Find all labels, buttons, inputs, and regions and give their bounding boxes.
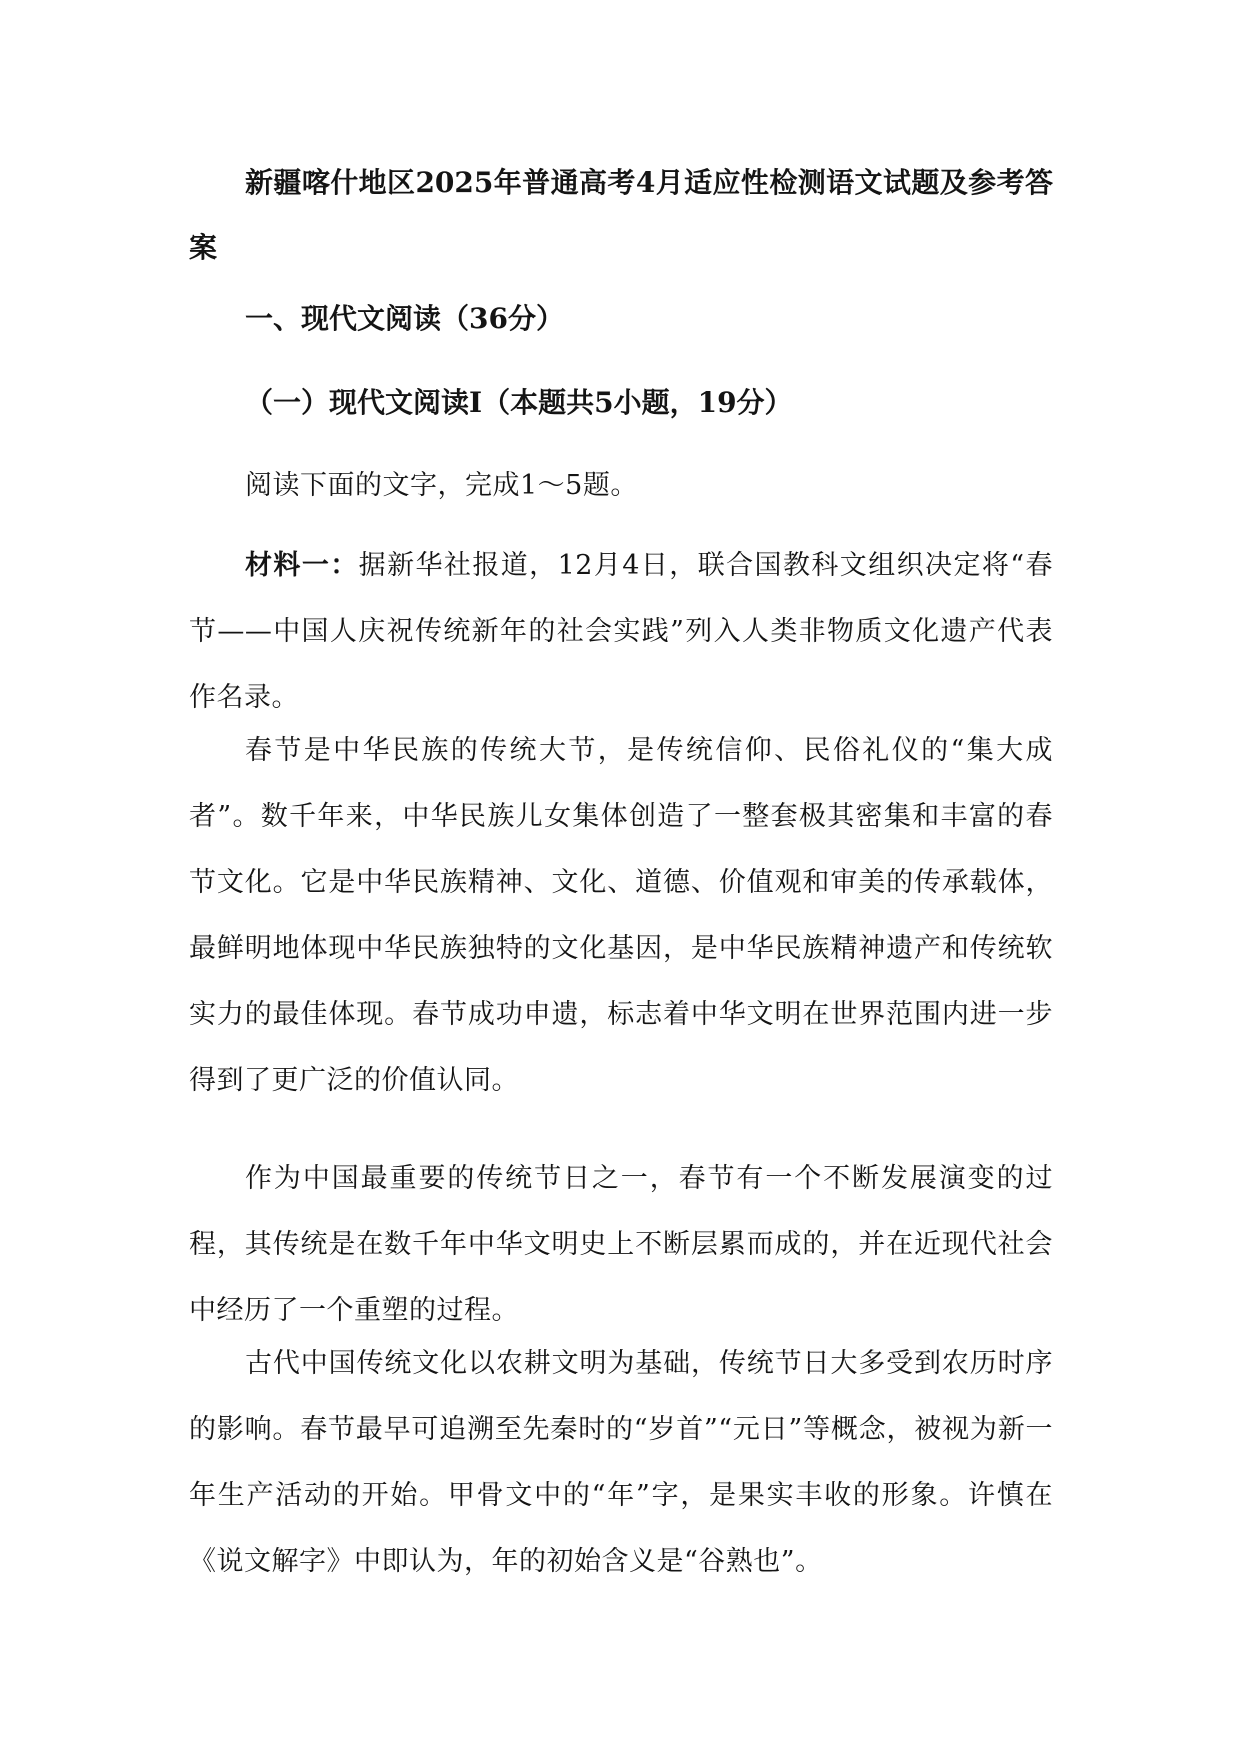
body-paragraph: 古代中国传统文化以农耕文明为基础，传统节日大多受到农历时序的影响。春节最早可追溯至先秦时的“岁首”“元日”等概念，被视为新一年生产活动的开始。甲骨文中的“年”字，是果实丰收的形象。许慎在《说文解字》中即认为，年的初始含义是“谷熟也”。 <box>189 1348 1053 1577</box>
body-paragraph: 春节是中华民族的传统大节，是传统信仰、民俗礼仪的“集大成者”。数千年来，中华民族儿女集体创造了一整套极其密集和丰富的春节文化。它是中华民族精神、文化、道德、价值观和审美的传承载体，最鲜明地体现中华民族独特的文化基因，是中华民族精神遗产和传统软实力的最佳体现。春节成功申遗，标志着中华文明在世界范围内进一步得到了更广泛的价值认同。 <box>189 735 1053 1096</box>
body-paragraph: 作为中国最重要的传统节日之一，春节有一个不断发展演变的过程，其传统是在数千年中华文明史上不断层累而成的，并在近现代社会中经历了一个重塑的过程。 <box>189 1163 1053 1326</box>
paragraph-text: 据新华社报道，12月4日，联合国教科文组织决定将“春节——中国人庆祝传统新年的社会实践”列入人类非物质文化遗产代表作名录。 <box>189 550 1053 713</box>
subsection-heading: （一）现代文阅读Ⅰ（本题共5小题，19分） <box>245 386 793 419</box>
material-one-label: 材料一： <box>245 550 359 581</box>
reading-instruction: 阅读下面的文字，完成1～5题。 <box>245 470 638 501</box>
document-title: 新疆喀什地区2025年普通高考4月适应性检测语文试题及参考答案 <box>189 166 1053 264</box>
section-heading: 一、现代文阅读（36分） <box>245 302 564 335</box>
material-one-paragraph <box>189 533 1053 731</box>
